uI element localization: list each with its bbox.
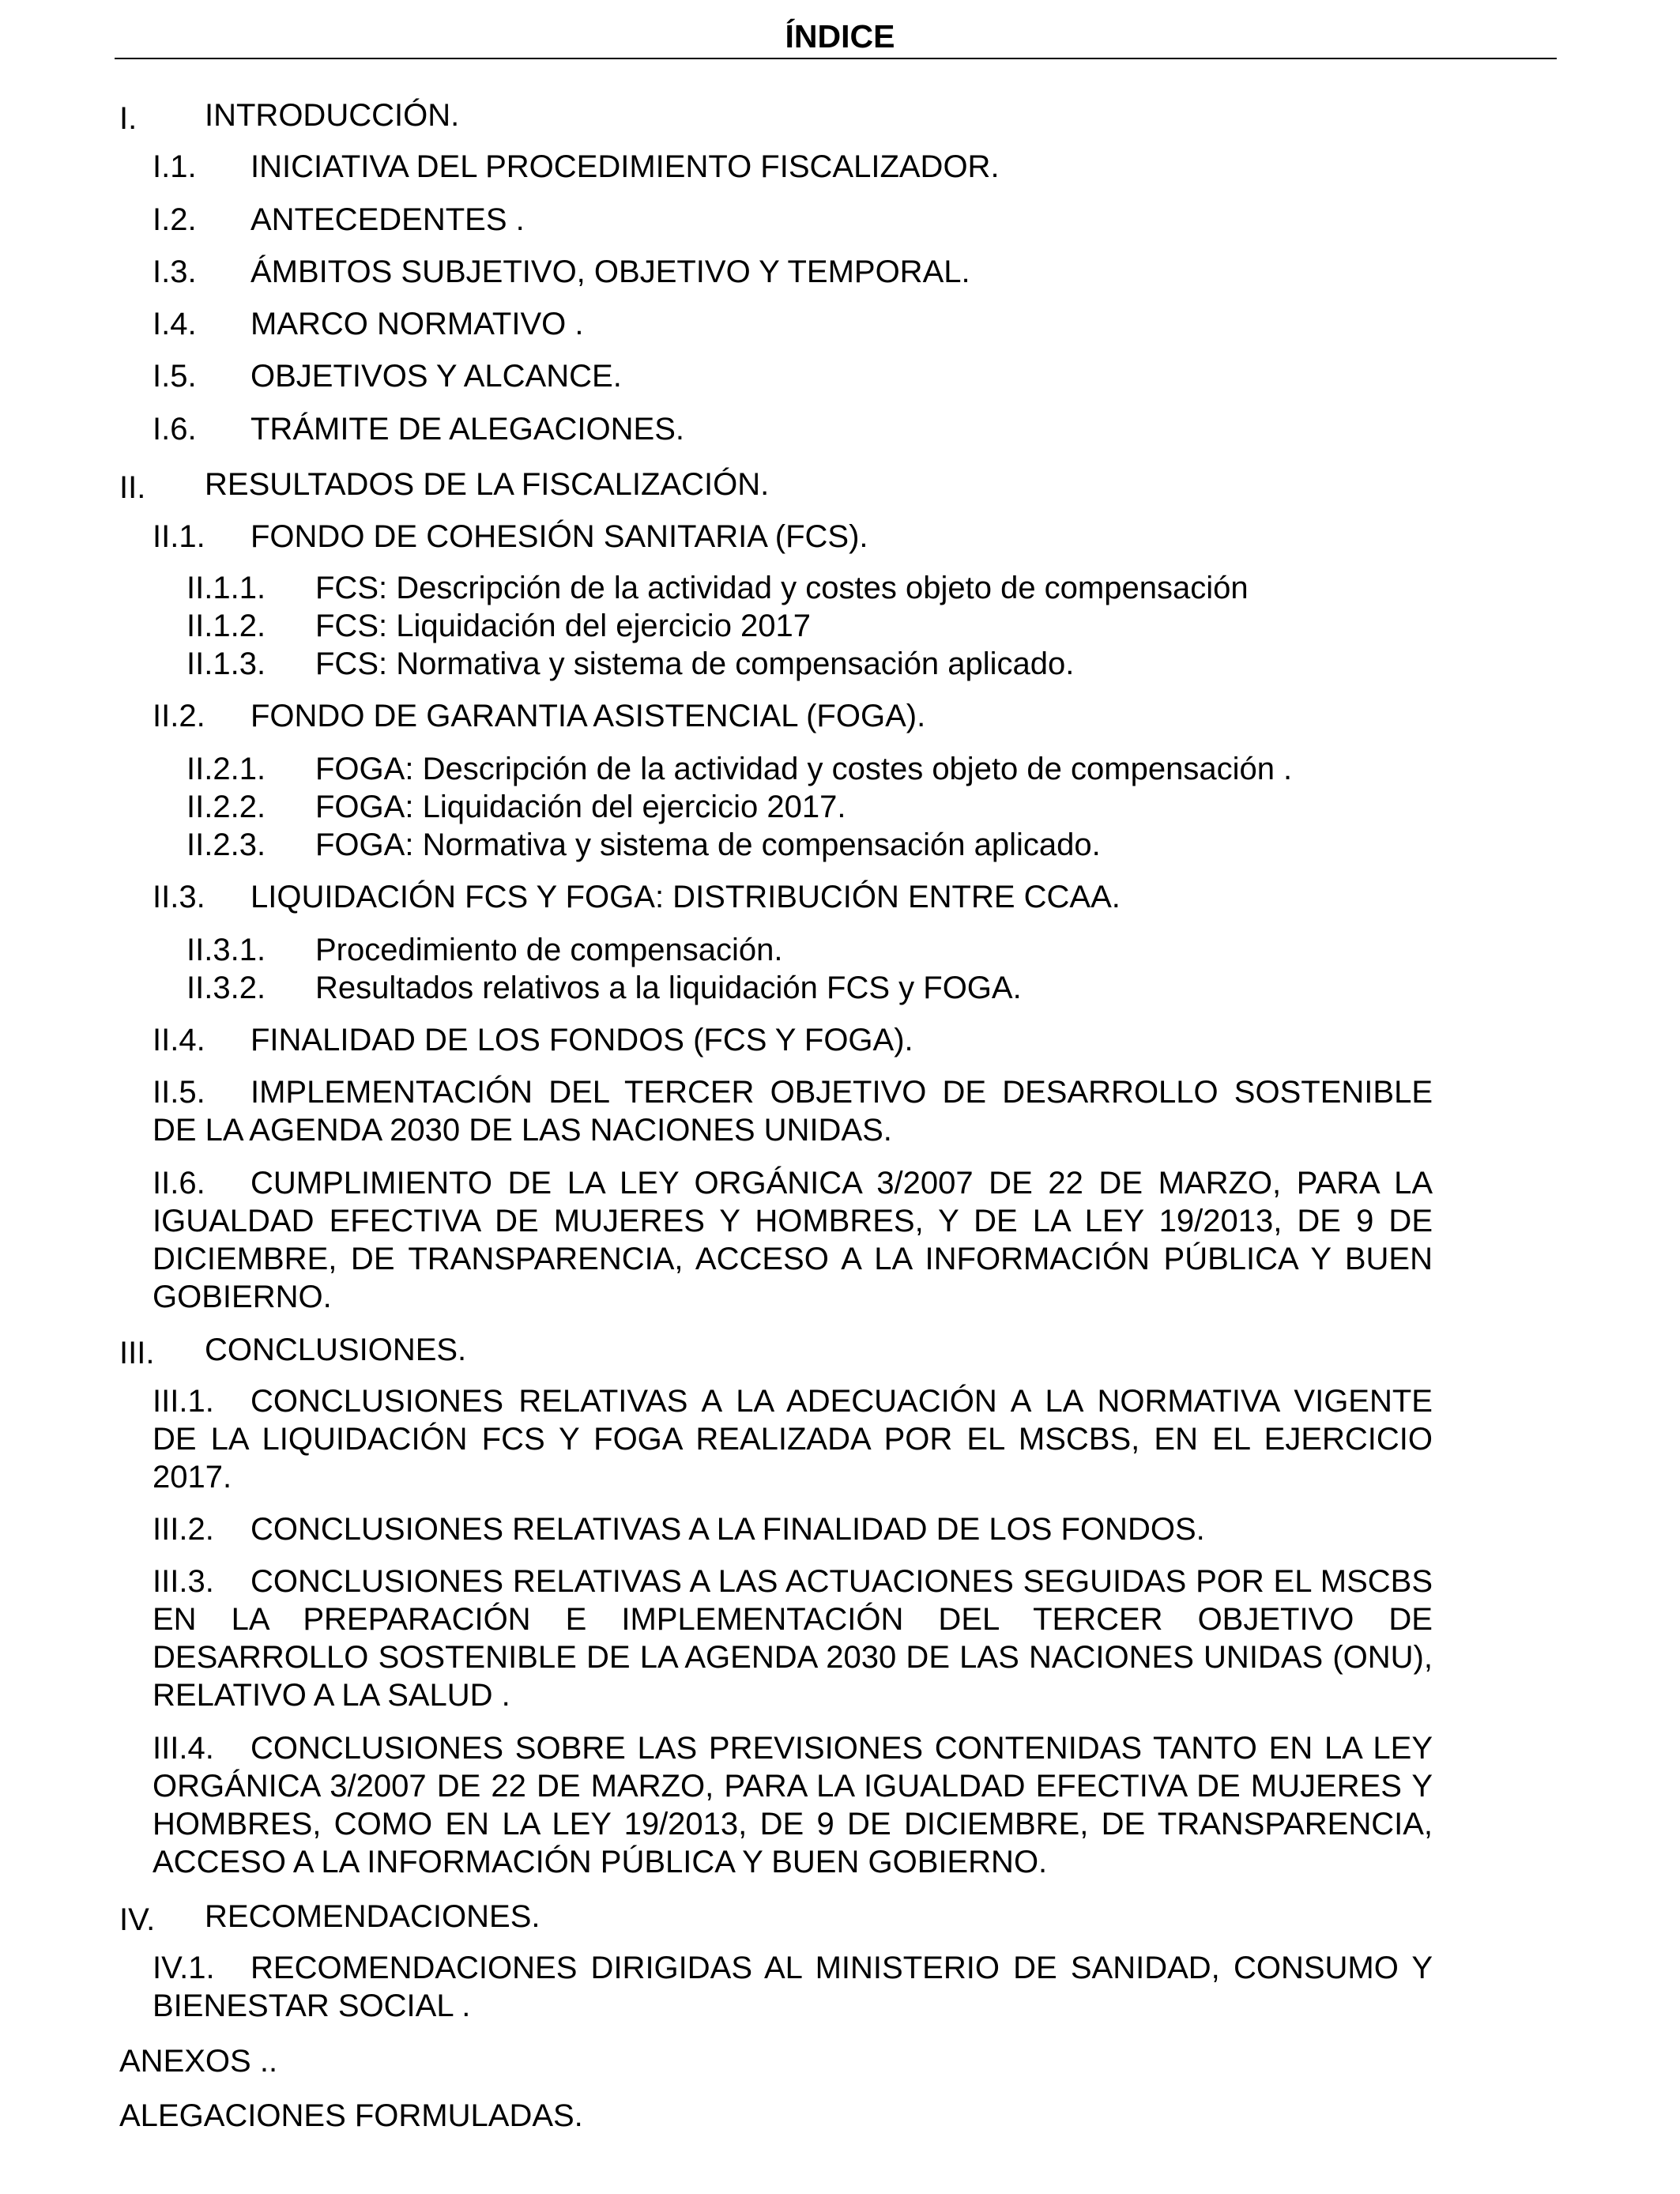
toc-number: I.3. bbox=[153, 254, 197, 289]
toc-number: I.1. bbox=[153, 149, 197, 184]
toc-title: CONCLUSIONES RELATIVAS A LA ADECUACIÓN A LA NORMATIVA VIGENTE DE LA LIQUIDACIÓN FCS Y FOGA REALIZADA POR EL MSCBS, EN EL EJERCICIO 2017. bbox=[153, 1384, 1433, 1495]
toc-number: II.3.2. bbox=[186, 971, 266, 1005]
toc-entry-iv-1[interactable] bbox=[153, 1949, 1433, 2025]
toc-number: IV.1. bbox=[153, 1951, 215, 1985]
toc-title: FCS: Descripción de la actividad y costes objeto de compensación bbox=[315, 571, 1249, 605]
toc-title: CUMPLIMIENTO DE LA LEY ORGÁNICA 3/2007 DE 22 DE MARZO, PARA LA IGUALDAD EFECTIVA DE MUJERES Y HOMBRES, Y DE LA LEY 19/2013, DE 9 DE DICIEMBRE, DE TRANSPARENCIA, ACCESO A LA INFORMACIÓN PÚBLICA Y BUEN GOBIERNO. bbox=[153, 1166, 1433, 1314]
toc-number: II.6. bbox=[153, 1166, 205, 1201]
toc-title: FOGA: Liquidación del ejercicio 2017. bbox=[315, 790, 846, 824]
toc-entry-anexos[interactable]: ANEXOS .. bbox=[119, 2044, 278, 2079]
toc-number: II.2.1. bbox=[186, 752, 266, 786]
toc-title: Procedimiento de compensación. bbox=[315, 933, 783, 967]
toc-entry-iii-3[interactable] bbox=[153, 1563, 1433, 1714]
toc-number: III.4. bbox=[153, 1731, 214, 1766]
page-title: ÍNDICE bbox=[785, 18, 895, 55]
toc-number: IV. bbox=[119, 1902, 156, 1937]
toc-title: FONDO DE COHESIÓN SANITARIA (FCS). bbox=[250, 519, 868, 554]
toc-title: INICIATIVA DEL PROCEDIMIENTO FISCALIZADOR. bbox=[250, 149, 1000, 184]
toc-number: II.1. bbox=[153, 519, 205, 554]
toc-title: CONCLUSIONES. bbox=[205, 1333, 467, 1367]
toc-number: I.2. bbox=[153, 202, 197, 237]
toc-entry-iii-4[interactable] bbox=[153, 1729, 1433, 1881]
toc-title: LIQUIDACIÓN FCS Y FOGA: DISTRIBUCIÓN ENTRE CCAA. bbox=[250, 880, 1121, 914]
toc-title: INTRODUCCIÓN. bbox=[205, 98, 460, 133]
toc-title: RECOMENDACIONES. bbox=[205, 1899, 541, 1934]
toc-number: I. bbox=[119, 101, 137, 136]
toc-title: CONCLUSIONES RELATIVAS A LAS ACTUACIONES SEGUIDAS POR EL MSCBS EN LA PREPARACIÓN E IMPLEMENTACIÓN DEL TERCER OBJETIVO DE DESARROLLO SOSTENIBLE DE LA AGENDA 2030 DE LAS NACIONES UNIDAS (ONU), RELATIVO A LA SALUD . bbox=[153, 1564, 1433, 1713]
toc-number: II.3.1. bbox=[186, 933, 266, 967]
toc-entry-alegaciones[interactable]: ALEGACIONES FORMULADAS. bbox=[119, 2098, 583, 2133]
toc-title: FOGA: Normativa y sistema de compensación aplicado. bbox=[315, 827, 1101, 862]
toc-title: FCS: Normativa y sistema de compensación aplicado. bbox=[315, 647, 1075, 681]
toc-title: CONCLUSIONES SOBRE LAS PREVISIONES CONTENIDAS TANTO EN LA LEY ORGÁNICA 3/2007 DE 22 DE MARZO, PARA LA IGUALDAD EFECTIVA DE MUJERES Y HOMBRES, COMO EN LA LEY 19/2013, DE 9 DE DICIEMBRE, DE TRANSPARENCIA, ACCESO A LA INFORMACIÓN PÚBLICA Y BUEN GOBIERNO. bbox=[153, 1731, 1433, 1879]
toc-title: FOGA: Descripción de la actividad y costes objeto de compensación . bbox=[315, 752, 1293, 786]
title-underline bbox=[115, 58, 1557, 59]
toc-number: III.2. bbox=[153, 1512, 214, 1547]
toc-number: III. bbox=[119, 1336, 155, 1370]
toc-title: MARCO NORMATIVO . bbox=[250, 307, 584, 341]
toc-number: II.1.3. bbox=[186, 647, 266, 681]
toc-number: III.3. bbox=[153, 1564, 214, 1599]
toc-number: II. bbox=[119, 470, 146, 505]
toc-title: FONDO DE GARANTIA ASISTENCIAL (FOGA). bbox=[250, 699, 926, 733]
toc-title: CONCLUSIONES RELATIVAS A LA FINALIDAD DE LOS FONDOS. bbox=[250, 1512, 1205, 1547]
toc-title: Resultados relativos a la liquidación FCS y FOGA. bbox=[315, 971, 1022, 1005]
toc-number: II.4. bbox=[153, 1023, 205, 1057]
toc-title: TRÁMITE DE ALEGACIONES. bbox=[250, 412, 685, 447]
toc-number: III.1. bbox=[153, 1384, 214, 1419]
toc-number: II.5. bbox=[153, 1075, 205, 1110]
toc-title: FINALIDAD DE LOS FONDOS (FCS Y FOGA). bbox=[250, 1023, 913, 1057]
toc-number: II.1.1. bbox=[186, 571, 266, 605]
toc-number: I.6. bbox=[153, 412, 197, 447]
toc-number: I.4. bbox=[153, 307, 197, 341]
toc-number: II.2.2. bbox=[186, 790, 266, 824]
toc-number: II.2.3. bbox=[186, 827, 266, 862]
toc-entry-ii-5[interactable] bbox=[153, 1073, 1433, 1149]
toc-title: FCS: Liquidación del ejercicio 2017 bbox=[315, 609, 812, 643]
toc-title: ANTECEDENTES . bbox=[250, 202, 525, 237]
toc-number: II.1.2. bbox=[186, 609, 266, 643]
toc-number: II.2. bbox=[153, 699, 205, 733]
toc-number: I.5. bbox=[153, 359, 197, 394]
toc-title: IMPLEMENTACIÓN DEL TERCER OBJETIVO DE DESARROLLO SOSTENIBLE DE LA AGENDA 2030 DE LAS NACIONES UNIDAS. bbox=[153, 1075, 1433, 1148]
toc-entry-iii-1[interactable] bbox=[153, 1382, 1433, 1496]
toc-title: RESULTADOS DE LA FISCALIZACIÓN. bbox=[205, 467, 770, 502]
toc-title: OBJETIVOS Y ALCANCE. bbox=[250, 359, 622, 394]
toc-title: ÁMBITOS SUBJETIVO, OBJETIVO Y TEMPORAL. bbox=[250, 254, 970, 289]
toc-title: RECOMENDACIONES DIRIGIDAS AL MINISTERIO DE SANIDAD, CONSUMO Y BIENESTAR SOCIAL . bbox=[153, 1951, 1433, 2023]
toc-number: II.3. bbox=[153, 880, 205, 914]
toc-entry-ii-6[interactable] bbox=[153, 1164, 1433, 1316]
